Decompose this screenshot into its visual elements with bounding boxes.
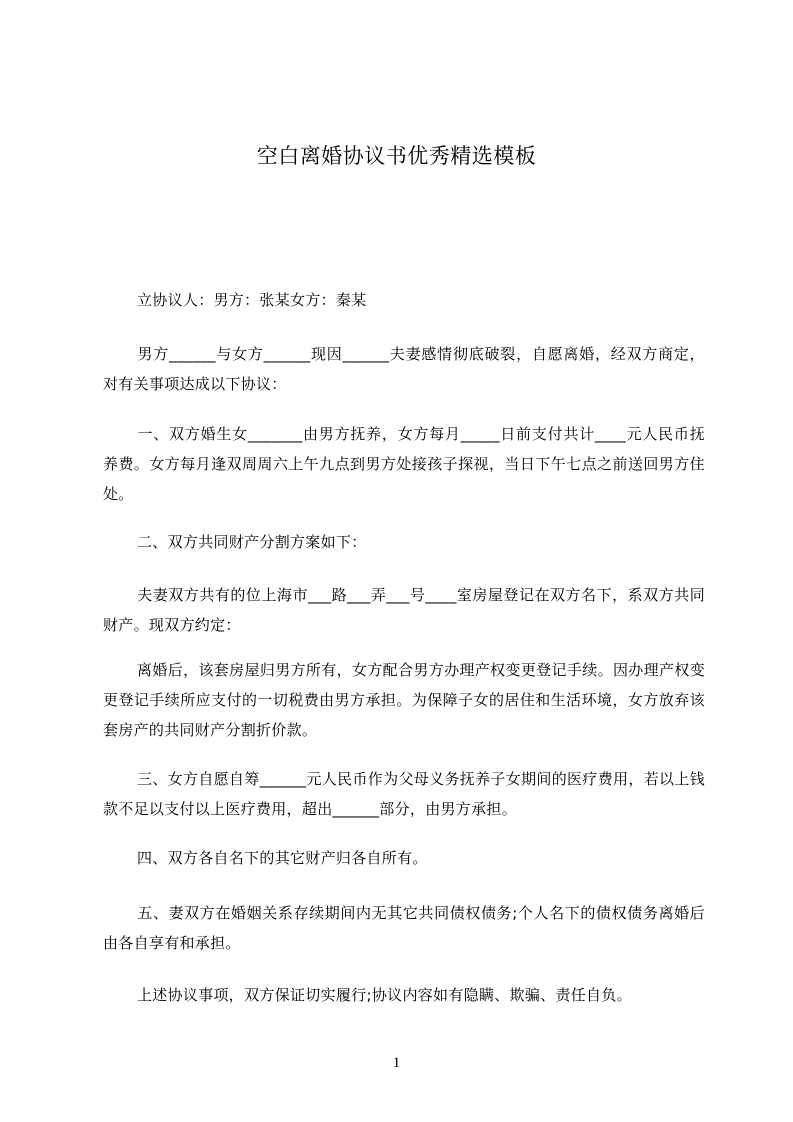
paragraph-clause-4 xyxy=(103,843,705,873)
page-number: 1 xyxy=(392,1055,401,1071)
paragraph-text: 四、双方各自名下的其它财产归各自所有。 xyxy=(137,849,428,867)
paragraph-property-terms xyxy=(103,655,705,745)
paragraph-text: 离婚后，该套房屋归男方所有，女方配合男方办理产权变更登记手续。因办理产权变更登记手续所应支付的一切税费由男方承担。为保障子女的居住和生活环境，女方放弃该套房产的共同财产分割折价款。 xyxy=(103,661,705,739)
paragraph-text: 夫妻双方共有的位上海市___路___弄___号____室房屋登记在双方名下，系双方共同财产。现双方约定： xyxy=(103,586,705,634)
paragraph-text: 五、妻双方在婚姻关系存续期间内无其它共同债权债务;个人名下的债权债务离婚后由各自享有和承担。 xyxy=(103,904,705,952)
paragraph-text: 二、双方共同财产分割方案如下： xyxy=(137,533,367,551)
paragraph-parties xyxy=(103,285,705,315)
paragraph-clause-5 xyxy=(103,898,705,958)
paragraph-text: 男方______与女方______现因______夫妻感情彻底破裂，自愿离婚，经双方商定，对有关事项达成以下协议： xyxy=(103,345,705,393)
paragraph-text: 上述协议事项，双方保证切实履行;协议内容如有隐瞒、欺骗、责任自负。 xyxy=(137,986,632,1004)
paragraph-property xyxy=(103,580,705,640)
document-title: 空白离婚协议书优秀精选模板 xyxy=(256,144,537,168)
paragraph-text: 一、双方婚生女_______由男方抚养，女方每月_____日前支付共计____元人民币抚养费。女方每月逢双周周六上午九点到男方处接孩子探视，当日下午七点之前送回男方住处。 xyxy=(103,425,705,503)
paragraph-clause-1 xyxy=(103,419,705,509)
paragraph-clause-2 xyxy=(103,527,705,557)
paragraph-intro xyxy=(103,339,705,399)
paragraph-clause-3 xyxy=(103,764,705,824)
paragraph-text: 立协议人：男方：张某女方：秦某 xyxy=(137,291,367,309)
paragraph-commitment xyxy=(103,980,705,1010)
paragraph-text: 三、女方自愿自筹______元人民币作为父母义务抚养子女期间的医疗费用，若以上钱款不足以支付以上医疗费用，超出______部分，由男方承担。 xyxy=(103,770,705,818)
